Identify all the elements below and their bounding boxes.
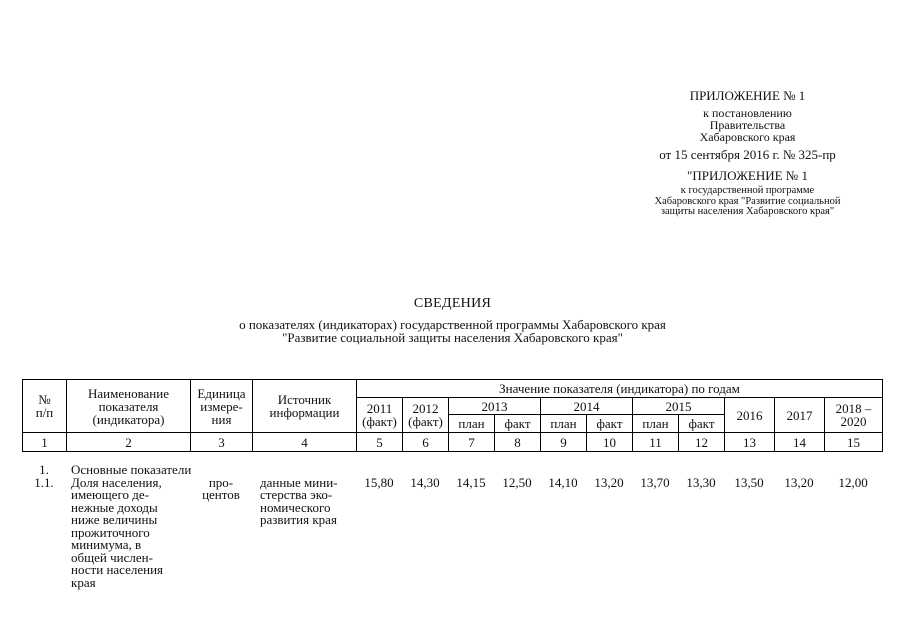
appendix-subline: Хабаровского края "Развитие социальной [654, 195, 841, 207]
appendix-title: ПРИЛОЖЕНИЕ № 1 [689, 88, 806, 103]
indicator-unit [190, 474, 252, 590]
appendix-subline: защиты населения Хабаровского края" [660, 206, 835, 217]
column-number: 5 [357, 433, 403, 452]
subtitle-line: о показателях (индикаторах) государственной программы Хабаровского края [239, 317, 666, 332]
header-text: измере- [200, 398, 243, 414]
indicator-name-line: прожиточного [71, 524, 150, 540]
source-line: стерства эко- [260, 487, 333, 502]
header-text: (индикатора) [92, 411, 165, 427]
column-number: 13 [725, 433, 775, 452]
unit-line: про- [208, 474, 234, 490]
indicator-name-line: общей числен- [71, 549, 153, 565]
column-number: 10 [587, 433, 633, 452]
column-number: 14 [775, 433, 825, 452]
header-fact: факт [495, 415, 541, 433]
indicator-name-line: ности населения [71, 562, 164, 577]
value-cell: 13,30 [686, 474, 716, 490]
appendix-subline: к государственной программе [680, 185, 815, 196]
column-number: 2 [67, 433, 191, 452]
appendix-line: к постановлению [703, 106, 792, 120]
header-year-2014: 2014 [541, 398, 633, 415]
header-text: 2020 [840, 414, 867, 429]
header-year-2018-2020 [825, 398, 883, 433]
indicator-source [252, 474, 356, 590]
header-text: ния [211, 411, 232, 427]
column-number: 7 [449, 433, 495, 452]
value-cell: 13,70 [640, 474, 670, 490]
header-number [23, 380, 67, 433]
column-number: 4 [253, 433, 357, 452]
header-year-2016: 2016 [725, 398, 775, 433]
source-line: данные мини- [260, 474, 338, 490]
header-year-2011 [357, 398, 403, 433]
appendix-line: Хабаровского края [699, 130, 796, 144]
header-year-2013: 2013 [449, 398, 541, 415]
indicator-name-line: минимума, в [71, 537, 142, 552]
indicator-name-line: нежные доходы [71, 499, 158, 515]
header-text: п/п [35, 405, 54, 420]
value-cell: 13,20 [594, 474, 624, 490]
section-name-text: Основные показатели [71, 462, 192, 477]
appendix-block [620, 88, 875, 218]
source-line: номического [260, 499, 331, 515]
header-text: Источник [277, 392, 332, 407]
indicator-name-line: ниже величины [71, 512, 158, 527]
indicators-table-header [22, 379, 883, 452]
unit-line: центов [202, 487, 240, 502]
table-row [22, 477, 882, 590]
value-cell: 12,50 [502, 474, 532, 490]
section-number: 1. [39, 462, 49, 477]
document-title: СВЕДЕНИЯ [413, 296, 492, 311]
value-cell: 12,00 [838, 474, 868, 490]
indicator-name-line: имеющего де- [71, 487, 149, 502]
source-line: развития края [260, 512, 337, 527]
header-text: Наименование [88, 385, 169, 401]
header-plan: план [449, 415, 495, 433]
header-text: Единица [197, 385, 246, 401]
header-year-2015: 2015 [633, 398, 725, 415]
header-text: 2012 [412, 401, 439, 416]
header-text: № [38, 392, 51, 407]
column-number: 6 [403, 433, 449, 452]
value-cell: 13,50 [734, 474, 764, 490]
value-cell: 14,10 [548, 474, 578, 490]
header-text: показателя [98, 398, 159, 414]
row-number: 1.1. [34, 474, 54, 490]
subtitle-line: "Развитие социальной защиты населения Хабаровского края" [282, 330, 623, 345]
indicators-table-body [22, 464, 882, 589]
header-values: Значение показателя (индикатора) по годам [357, 380, 883, 398]
header-text: информации [269, 405, 340, 420]
header-source [253, 380, 357, 433]
header-text: 2011 [366, 401, 393, 416]
header-text: (факт) [408, 414, 443, 429]
header-text: (факт) [362, 414, 397, 429]
value-cell: 14,30 [410, 474, 440, 490]
value-cell: 13,20 [784, 474, 814, 490]
header-plan: план [633, 415, 679, 433]
column-number: 11 [633, 433, 679, 452]
column-number: 8 [495, 433, 541, 452]
header-text: 2018 – [835, 401, 872, 416]
header-year-2012 [403, 398, 449, 433]
appendix-line: Правительства [709, 118, 786, 132]
value-cell: 15,80 [364, 474, 394, 490]
appendix-title-2: "ПРИЛОЖЕНИЕ № 1 [687, 168, 808, 183]
header-name [67, 380, 191, 433]
column-numbers-row [23, 433, 883, 452]
header-fact: факт [587, 415, 633, 433]
document-subtitle [0, 318, 905, 344]
column-number: 15 [825, 433, 883, 452]
indicator-name-line: Доля населения, [71, 474, 162, 490]
appendix-date: от 15 сентября 2016 г. № 325-пр [659, 147, 836, 162]
value-cell: 14,15 [456, 474, 486, 490]
column-number: 3 [191, 433, 253, 452]
header-fact: факт [679, 415, 725, 433]
indicator-name-line: края [71, 574, 96, 590]
header-plan: план [541, 415, 587, 433]
header-year-2017: 2017 [775, 398, 825, 433]
column-number: 1 [23, 433, 67, 452]
header-unit [191, 380, 253, 433]
column-number: 12 [679, 433, 725, 452]
column-number: 9 [541, 433, 587, 452]
indicator-name [66, 474, 190, 590]
